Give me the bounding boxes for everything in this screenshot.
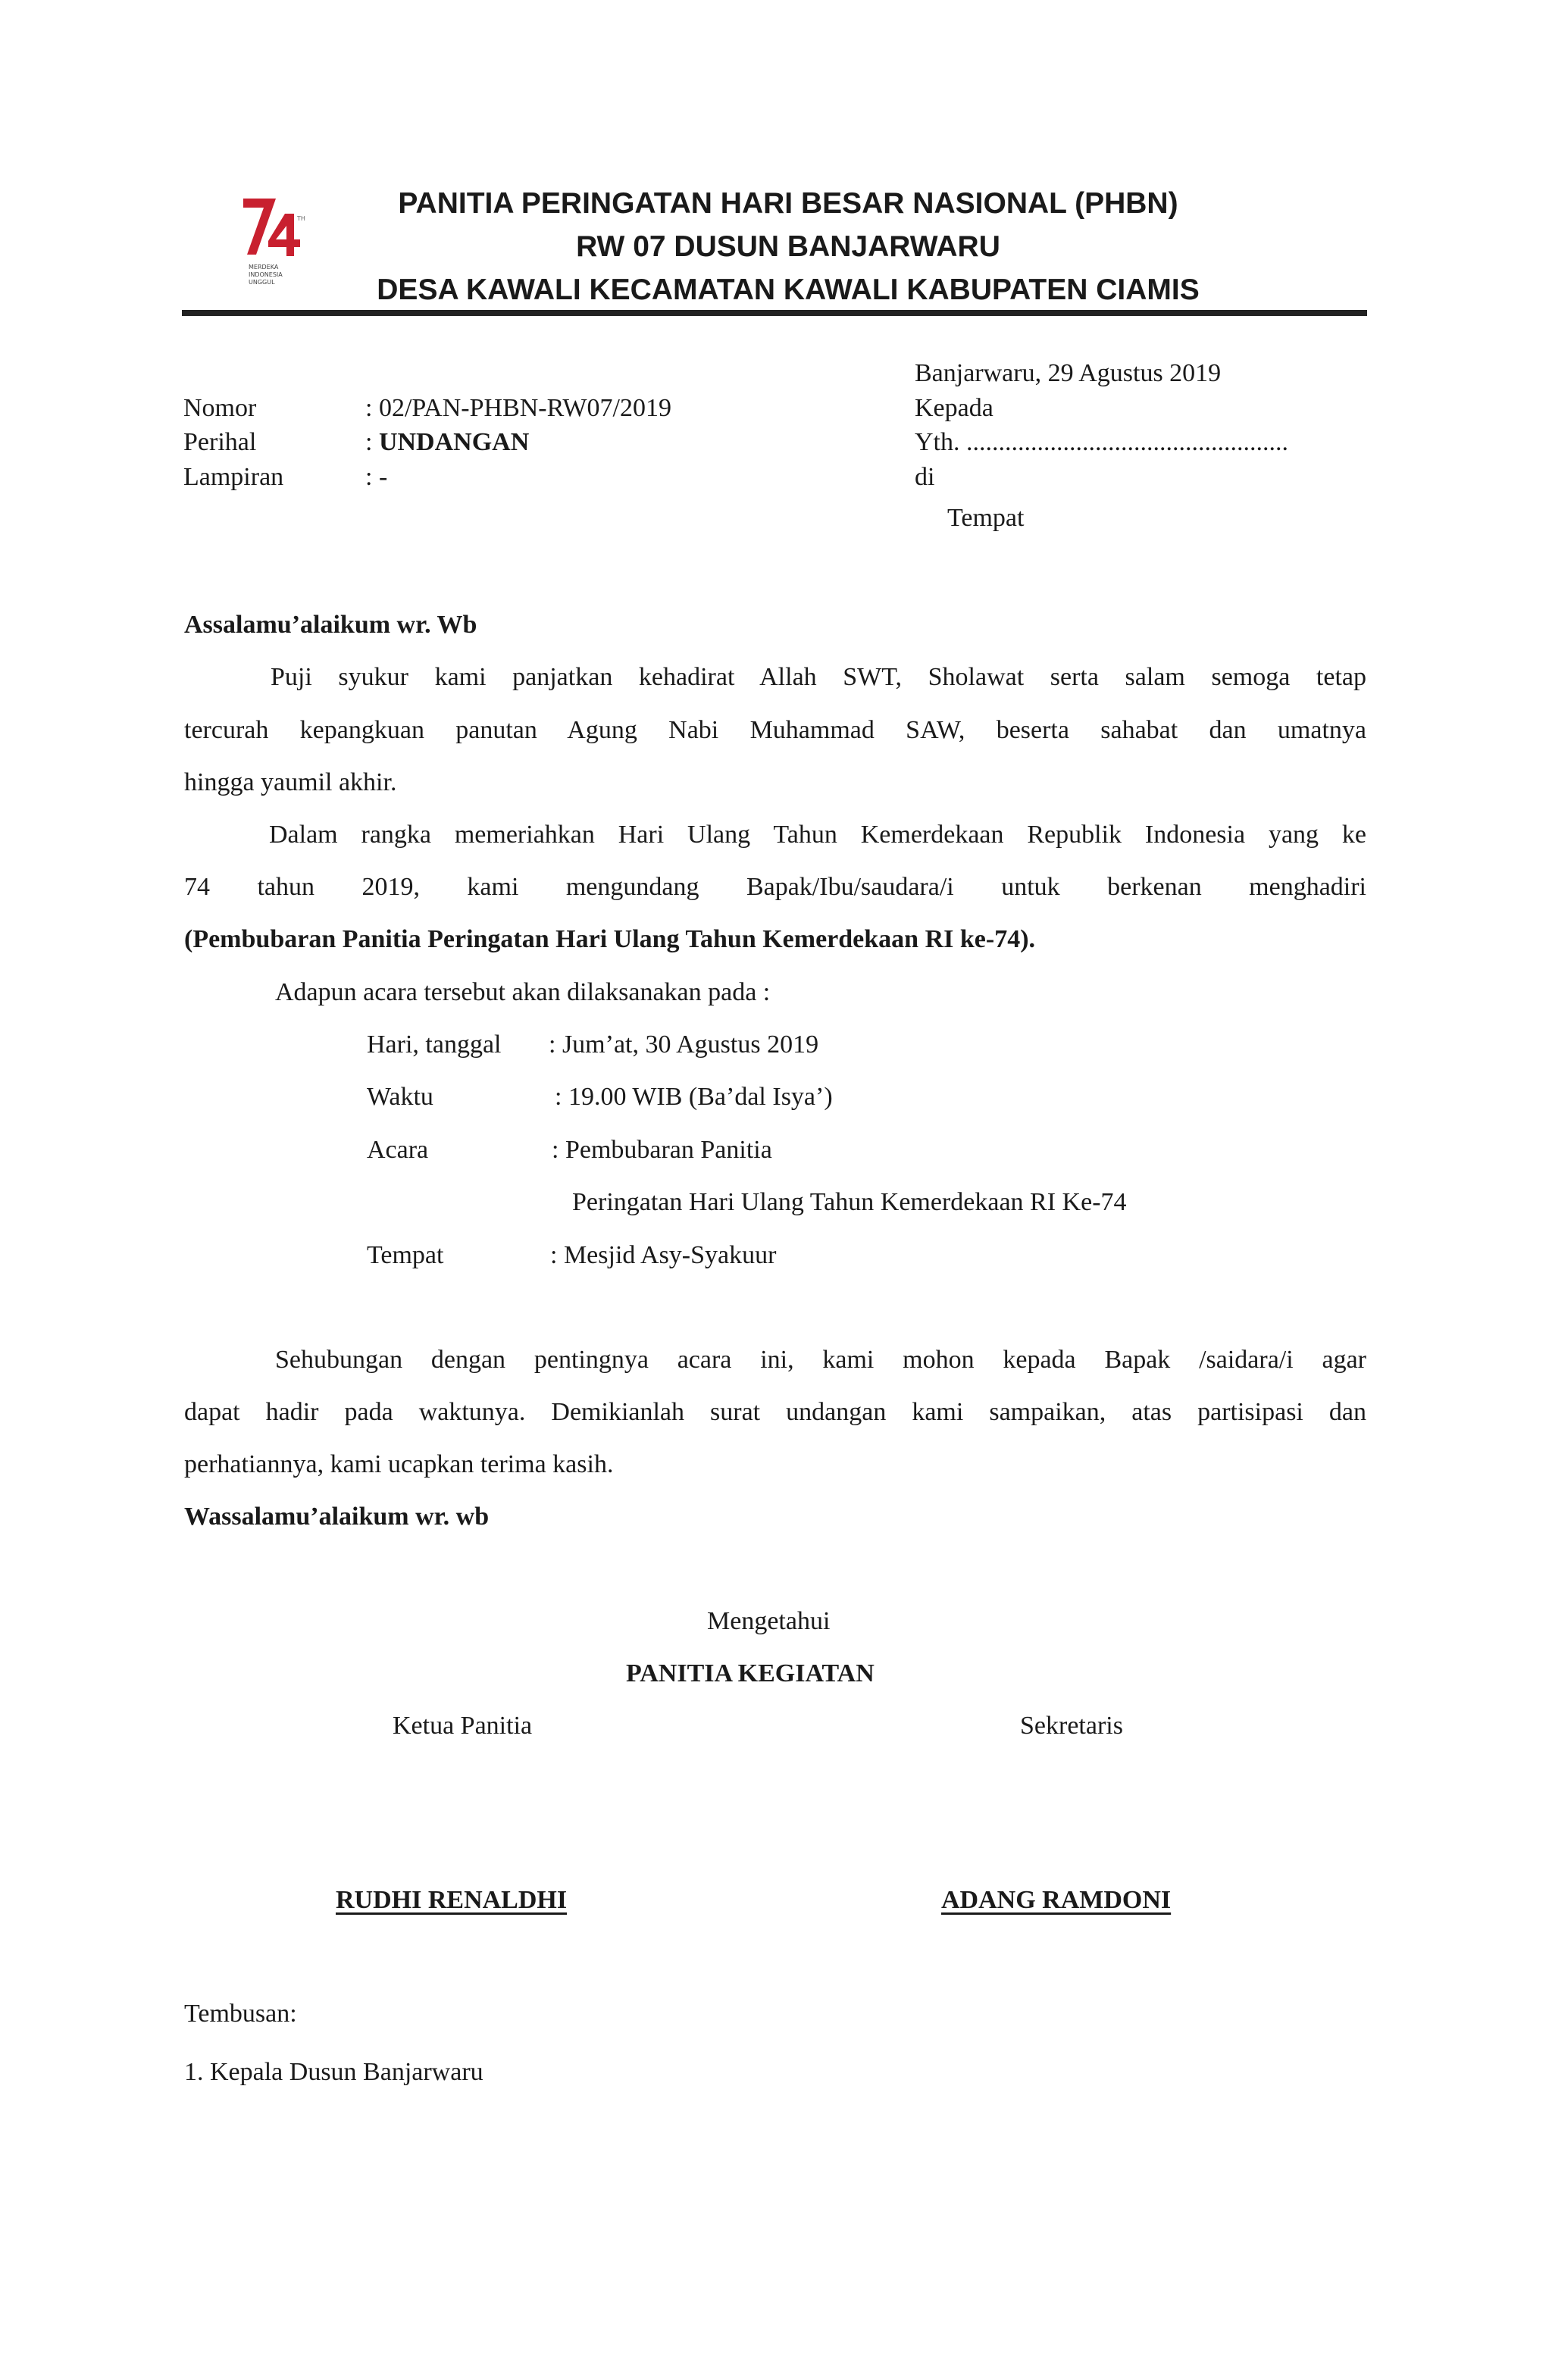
header-line-2: RW 07 DUSUN BANJARWARU (576, 230, 1000, 263)
header-line-3: DESA KAWALI KECAMATAN KAWALI KABUPATEN CIAMIS (377, 274, 1200, 306)
ketua-title: Ketua Panitia (393, 1712, 533, 1740)
header-line-1: PANITIA PERINGATAN HARI BESAR NASIONAL (PHBN) (398, 187, 1178, 220)
logo-line-2: INDONESIA (249, 271, 283, 278)
paragraph-1-line-2: tercurah kepangkuan panutan Agung Nabi Muhammad SAW, beserta sahabat dan umatnya (184, 716, 1366, 744)
logo-line-1: MERDEKA (249, 264, 279, 271)
perihal-value (365, 430, 529, 455)
logo-line-3: UNGGUL (249, 279, 275, 286)
recipient-yth: Yth. .................................................. (915, 428, 1288, 456)
cc-item-1: 1. Kepala Dusun Banjarwaru (184, 2058, 483, 2086)
detail-value-event: : Pembubaran Panitia (552, 1136, 772, 1164)
ketua-name: RUDHI RENALDHI (336, 1886, 568, 1914)
paragraph-1-line-1: Puji syukur kami panjatkan kehadirat Allah SWT, Sholawat serta salam semoga tetap (271, 663, 1366, 691)
lampiran-value: : - (365, 463, 388, 491)
sekretaris-title: Sekretaris (1020, 1712, 1123, 1740)
paragraph-2-line-3: (Pembubaran Panitia Peringatan Hari Ulang Tahun Kemerdekaan RI ke-74). (184, 925, 1036, 953)
detail-value-place: : Mesjid Asy-Syakuur (550, 1241, 777, 1269)
closing-line-2: dapat hadir pada waktunya. Demikianlah surat undangan kami sampaikan, atas partisipasi dan (184, 1398, 1366, 1426)
detail-label-time: Waktu (367, 1083, 433, 1111)
paragraph-1-line-3: hingga yaumil akhir. (184, 768, 397, 796)
greeting: Assalamu’alaikum wr. Wb (184, 611, 477, 639)
logo-suffix: TH (297, 215, 305, 222)
paragraph-2-line-2: 74 tahun 2019, kami mengundang Bapak/Ibu/saudara/i untuk berkenan menghadiri (184, 873, 1366, 901)
detail-value-time: : 19.00 WIB (Ba’dal Isya’) (555, 1083, 833, 1111)
sekretaris-name: ADANG RAMDONI (941, 1886, 1172, 1914)
detail-label-place: Tempat (367, 1241, 444, 1269)
paragraph-2-line-1: Dalam rangka memeriahkan Hari Ulang Tahun Kemerdekaan Republik Indonesia yang ke (269, 821, 1366, 849)
closing-line-3: perhatiannya, kami ucapkan terima kasih. (184, 1450, 614, 1478)
farewell: Wassalamu’alaikum wr. wb (184, 1503, 490, 1531)
header-divider (182, 310, 1367, 316)
perihal-text: UNDANGAN (378, 428, 530, 456)
lampiran-label: Lampiran (183, 463, 284, 491)
recipient-kepada: Kepada (915, 394, 993, 422)
recipient-di: di (915, 463, 935, 491)
closing-line-1: Sehubungan dengan pentingnya acara ini, kami mohon kepada Bapak /saidara/i agar (275, 1346, 1366, 1374)
detail-label-date: Hari, tanggal (367, 1030, 502, 1059)
perihal-label: Perihal (183, 428, 257, 456)
perihal-colon: : (365, 428, 379, 456)
detail-label-event: Acara (367, 1136, 429, 1164)
cc-label: Tembusan: (184, 2000, 297, 2028)
committee-title: PANITIA KEGIATAN (626, 1659, 875, 1687)
mengetahui: Mengetahui (707, 1607, 831, 1635)
nomor-value: : 02/PAN-PHBN-RW07/2019 (365, 394, 671, 422)
paragraph-3: Adapun acara tersebut akan dilaksanakan pada : (275, 978, 771, 1006)
nomor-label: Nomor (183, 394, 257, 422)
detail-value-date: : Jum’at, 30 Agustus 2019 (549, 1030, 819, 1059)
recipient-tempat: Tempat (947, 504, 1025, 532)
letter-date: Banjarwaru, 29 Agustus 2019 (915, 359, 1222, 387)
detail-value-event-2: Peringatan Hari Ulang Tahun Kemerdekaan RI Ke-74 (572, 1188, 1127, 1216)
